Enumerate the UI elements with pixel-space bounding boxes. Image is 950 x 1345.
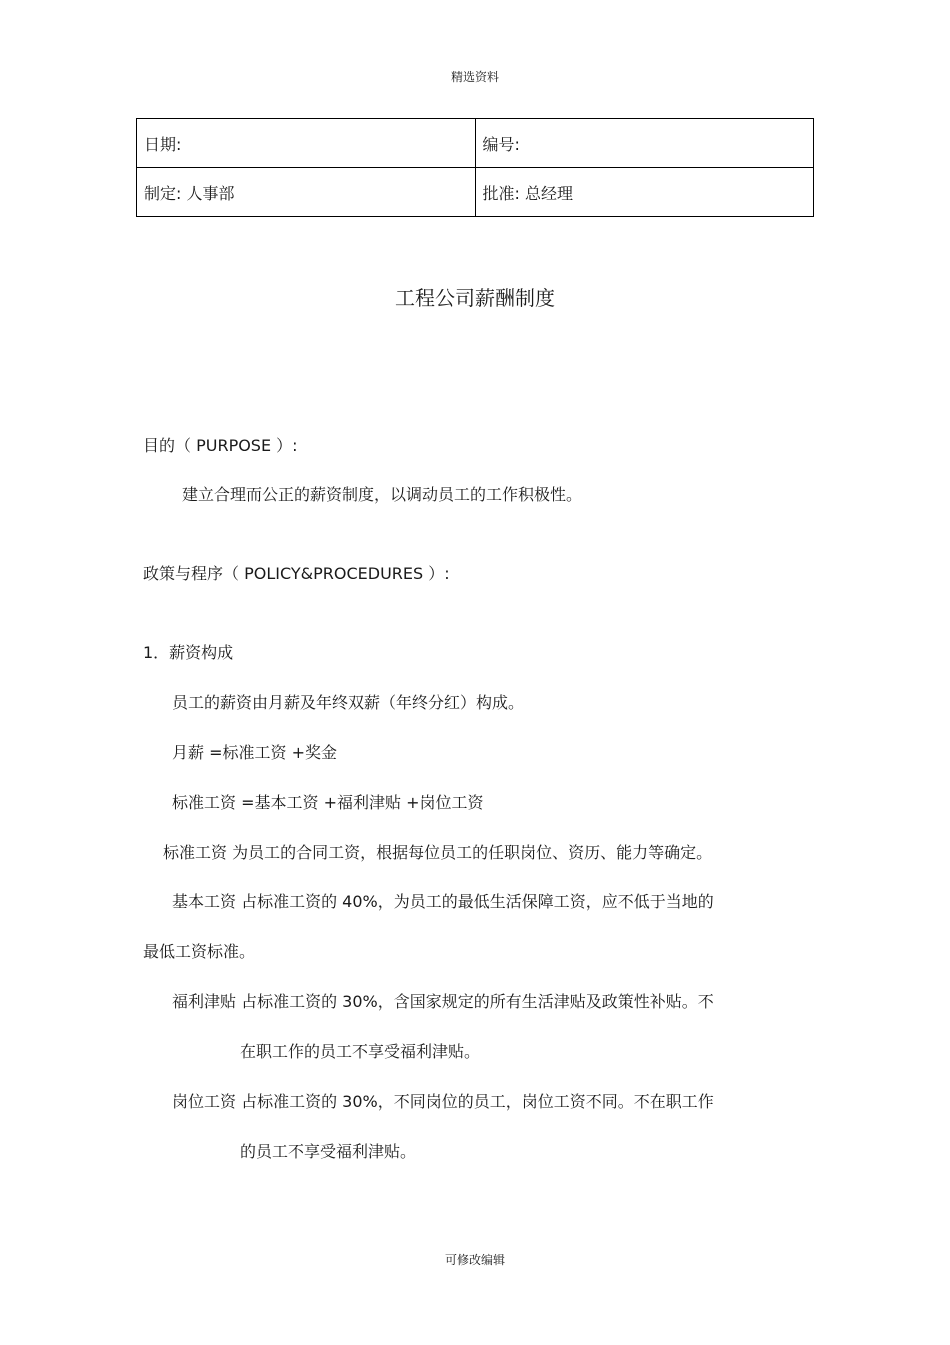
meta-row-2 (137, 168, 814, 217)
standard-wage-definition: 标准工资 为员工的合同工资，根据每位员工的任职岗位、资历、能力等确定。 (163, 843, 713, 862)
page-header-note: 精选资料 (450, 70, 499, 84)
approved-by-cell: 批准: 总经理 (475, 168, 814, 217)
policy-heading: 政策与程序（ POLICY&PROCEDURES ）: (143, 564, 450, 583)
document-meta-table (136, 118, 814, 217)
base-wage-definition-cont: 最低工资标准。 (143, 942, 256, 961)
date-cell: 日期: (137, 119, 476, 168)
made-by-cell: 制定: 人事部 (137, 168, 476, 217)
document-title: 工程公司薪酬制度 (395, 286, 555, 310)
section-1-heading: 1．薪资构成 (143, 643, 234, 662)
welfare-allowance-definition: 福利津贴 占标准工资的 30%，含国家规定的所有生活津贴及政策性补贴。不 (172, 992, 714, 1011)
purpose-text: 建立合理而公正的薪资制度，以调动员工的工作积极性。 (182, 485, 583, 504)
meta-row-1 (137, 119, 814, 168)
position-wage-definition-cont: 的员工不享受福利津贴。 (240, 1142, 417, 1161)
page-footer-note: 可修改编辑 (444, 1253, 505, 1267)
salary-composition-text: 员工的薪资由月薪及年终双薪（年终分红）构成。 (172, 693, 525, 712)
monthly-salary-formula: 月薪 =标准工资 +奖金 (172, 743, 337, 762)
position-wage-definition: 岗位工资 占标准工资的 30%，不同岗位的员工，岗位工资不同。不在职工作 (172, 1092, 714, 1111)
purpose-heading: 目的（ PURPOSE ）: (143, 436, 298, 455)
number-cell: 编号: (475, 119, 814, 168)
standard-wage-formula: 标准工资 =基本工资 +福利津贴 +岗位工资 (172, 793, 484, 812)
base-wage-definition: 基本工资 占标准工资的 40%，为员工的最低生活保障工资，应不低于当地的 (172, 892, 714, 911)
welfare-allowance-definition-cont: 在职工作的员工不享受福利津贴。 (240, 1042, 481, 1061)
